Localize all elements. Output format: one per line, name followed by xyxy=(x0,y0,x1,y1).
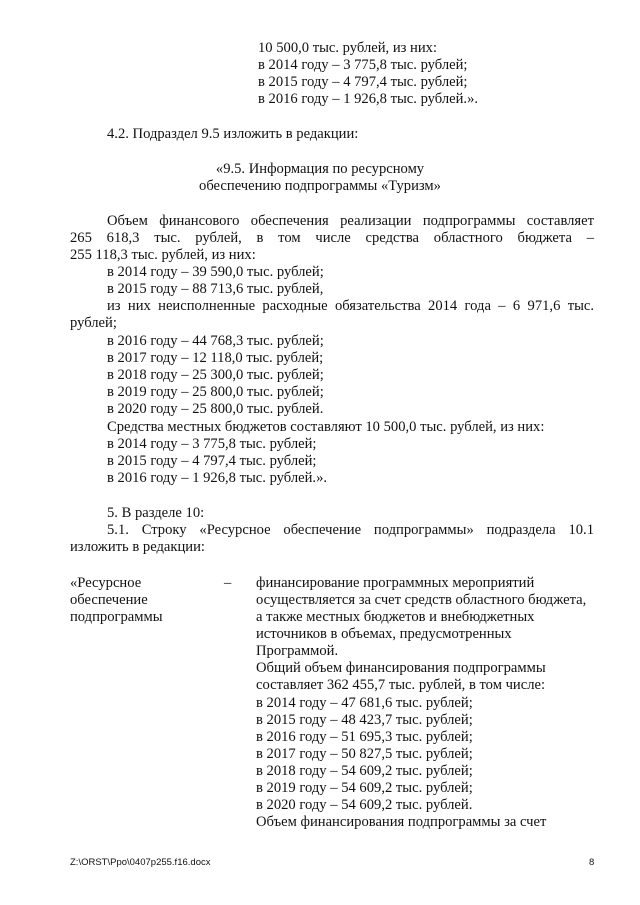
table-right-5: Программой. xyxy=(256,643,339,659)
page-number: 8 xyxy=(589,857,595,868)
table-right-13: в 2019 году – 54 609,2 тыс. рублей; xyxy=(256,780,473,796)
section-title-line-2: обеспечению подпрограммы «Туризм» xyxy=(199,178,441,194)
year-c-3: в 2016 году – 1 926,8 тыс. рублей.». xyxy=(107,470,328,486)
table-right-11: в 2017 году – 50 827,5 тыс. рублей; xyxy=(256,746,473,762)
table-right-9: в 2015 году – 48 423,7 тыс. рублей; xyxy=(256,712,473,728)
unfulfilled-line-1: из них неисполненные расходные обязательства 2014 года – 6 971,6 тыс. xyxy=(107,298,594,314)
para1-line-3: 255 118,3 тыс. рублей, из них: xyxy=(70,247,256,263)
table-right-10: в 2016 году – 51 695,3 тыс. рублей; xyxy=(256,729,473,745)
item-5-1-line-1: 5.1. Строку «Ресурсное обеспечение подпрограммы» подраздела 10.1 xyxy=(107,522,594,538)
para1-line-1: Объем финансового обеспечения реализации подпрограммы составляет xyxy=(107,213,594,229)
footer-file-path: Z:\ORST\Ppo\0407p255.f16.docx xyxy=(70,857,211,868)
table-left-3: подпрограммы xyxy=(70,609,163,625)
section-title-line-1: «9.5. Информация по ресурсному xyxy=(215,161,425,177)
year-b-2: в 2017 году – 12 118,0 тыс. рублей; xyxy=(107,350,324,366)
year-c-1: в 2014 году – 3 775,8 тыс. рублей; xyxy=(107,436,317,452)
year-b-3: в 2018 году – 25 300,0 тыс. рублей; xyxy=(107,367,324,383)
table-dash: – xyxy=(224,575,232,591)
item-5: 5. В разделе 10: xyxy=(107,505,205,521)
local-budgets: Средства местных бюджетов составляют 10 500,0 тыс. рублей, из них: xyxy=(107,419,545,435)
para1-line-2: 265 618,3 тыс. рублей, в том числе средства областного бюджета – xyxy=(70,230,594,246)
year-c-2: в 2015 году – 4 797,4 тыс. рублей; xyxy=(107,453,317,469)
year-b-1: в 2016 году – 44 768,3 тыс. рублей; xyxy=(107,333,324,349)
table-left-2: обеспечение xyxy=(70,592,148,608)
table-right-6: Общий объем финансирования подпрограммы xyxy=(256,660,546,676)
table-right-2: осуществляется за счет средств областного бюджета, xyxy=(256,592,587,608)
top-line-1: 10 500,0 тыс. рублей, из них: xyxy=(258,40,438,56)
year-b-4: в 2019 году – 25 800,0 тыс. рублей; xyxy=(107,384,324,400)
table-left-1: «Ресурсное xyxy=(70,575,142,591)
year-b-5: в 2020 году – 25 800,0 тыс. рублей. xyxy=(107,401,324,417)
year-a-2: в 2015 году – 88 713,6 тыс. рублей, xyxy=(107,281,324,297)
table-right-1: финансирование программных мероприятий xyxy=(256,575,535,591)
table-right-14: в 2020 году – 54 609,2 тыс. рублей. xyxy=(256,797,473,813)
top-line-4: в 2016 году – 1 926,8 тыс. рублей.». xyxy=(258,91,479,107)
item-5-1-line-2: изложить в редакции: xyxy=(70,539,205,555)
top-line-3: в 2015 году – 4 797,4 тыс. рублей; xyxy=(258,74,468,90)
table-right-7: составляет 362 455,7 тыс. рублей, в том числе: xyxy=(256,677,546,693)
year-a-1: в 2014 году – 39 590,0 тыс. рублей; xyxy=(107,264,324,280)
table-right-15: Объем финансирования подпрограммы за счет xyxy=(256,814,547,830)
table-right-12: в 2018 году – 54 609,2 тыс. рублей; xyxy=(256,763,473,779)
top-line-2: в 2014 году – 3 775,8 тыс. рублей; xyxy=(258,57,468,73)
unfulfilled-line-2: рублей; xyxy=(70,315,117,331)
table-right-3: а также местных бюджетов и внебюджетных xyxy=(256,609,535,625)
item-4-2: 4.2. Подраздел 9.5 изложить в редакции: xyxy=(107,126,359,142)
table-right-4: источников в объемах, предусмотренных xyxy=(256,626,512,642)
table-right-8: в 2014 году – 47 681,6 тыс. рублей; xyxy=(256,695,473,711)
